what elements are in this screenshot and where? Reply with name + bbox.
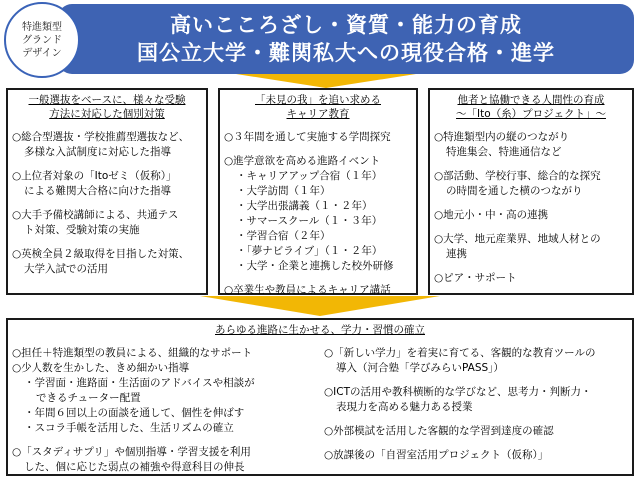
list-item: ○ピア・サポート — [434, 272, 517, 284]
list-item: ○上位者対象の「Itoゼミ（仮称）」 による難関大合格に向けた指導 — [12, 170, 177, 197]
list-item: ○進学意欲を高める進路イベント ・キャリアアップ合宿（１年） ・大学訪問（１年） ・大学出張講義（１・２年） ・サマースクール（１・３年） ・学習合宿（２年） ・「夢ナビライブ」（１・２年） ・大学・企業と連携した校外研修 — [224, 154, 412, 274]
sub-item: ・「夢ナビライブ」（１・２年） — [236, 245, 383, 257]
list-item: ○放課後の「自習室活用プロジェクト（仮称）」 — [324, 449, 549, 461]
sub-item: ・キャリアアップ合宿（１年） — [236, 170, 383, 182]
career-education-box — [218, 88, 418, 295]
left-column — [12, 346, 312, 475]
down-arrow-top — [236, 74, 416, 88]
sub-item: ・学習合宿（２年） — [236, 230, 331, 242]
sub-item: ・大学訪問（１年） — [236, 185, 331, 197]
badge-line: デザイン — [22, 47, 62, 59]
list-item: ○少人数を生かした、きめ細かい指導 — [12, 362, 190, 374]
box-heading: 一般選抜をベースに、様々な受験 方法に対応した個別対策 — [28, 94, 186, 120]
exam-strategy-box — [6, 88, 208, 295]
list-item: ○特進類型内の縦のつながり 特進集会、特進通信など — [434, 131, 570, 158]
list-item: ○「新しい学力」を着実に育てる、客観的な教育ツールの — [324, 347, 596, 359]
study-habits-box — [6, 318, 634, 476]
sub-item: できるチューター配置 — [36, 392, 141, 404]
list-item-cont: 表現力を高める魅力ある授業 — [336, 401, 473, 413]
list-item: ○「スタディサプリ」や個別指導・学習支援を利用 — [12, 446, 251, 458]
box-heading: 「未見の我」を追い求める キャリア教育 — [255, 94, 381, 120]
badge-line: グランド — [22, 34, 62, 46]
down-arrow-middle — [200, 296, 440, 316]
list-item: ○英検全員２級取得を目指した対策、 大学入試での活用 — [12, 248, 190, 275]
list-item-cont: した、個に応じた弱点の補強や得意科目の伸長 — [24, 461, 245, 473]
badge-line: 特進類型 — [22, 21, 62, 33]
list-item: ○大学、地元産業界、地域人材との 連携 — [434, 233, 601, 260]
sub-item: ・サマースクール（１・３年） — [236, 215, 383, 227]
category-badge — [4, 2, 80, 78]
banner-title-line2: 国公立大学・難関私大への現役合格・進学 — [137, 41, 555, 65]
list-item: ○地元小・中・高の連携 — [434, 209, 549, 221]
right-column — [324, 346, 630, 463]
box-heading: あらゆる進路に生かせる、学力・習慣の確立 — [215, 324, 425, 336]
sub-item: ・学習面・進路面・生活面のアドバイスや相談が — [24, 377, 255, 389]
list-item: ○担任＋特進類型の教員による、組織的なサポート — [12, 347, 253, 359]
sub-item: ・年間６回以上の面談を通して、個性を伸ばす — [24, 407, 245, 419]
sub-item: ・大学出張講義（１・２年） — [236, 200, 373, 212]
banner-title-line1: 高いこころざし・資質・能力の育成 — [170, 13, 522, 37]
list-item: ○卒業生や教員によるキャリア講話 — [224, 284, 391, 296]
sub-item: ・スコラ手帳を活用した、生活リズムの確立 — [24, 422, 234, 434]
sub-item: ・大学・企業と連携した校外研修 — [236, 260, 394, 272]
box-heading: 他者と協働できる人間性の育成 ～「Ito（糸）プロジェクト」～ — [456, 94, 606, 120]
list-item-cont: 導入（河合塾「学びみらいPASS」） — [336, 362, 504, 374]
list-item: ○総合型選抜・学校推薦型選抜など、 多様な入試制度に対応した指導 — [12, 131, 190, 158]
title-banner — [58, 4, 634, 74]
collaboration-box — [428, 88, 634, 295]
list-item: ○３年間を通して実施する学問探究 — [224, 131, 391, 143]
list-item: ○ICTの活用や教科横断的な学びなど、思考力・判断力・ — [324, 386, 592, 398]
list-item: ○外部模試を活用した客観的な学習到達度の確認 — [324, 425, 554, 437]
list-item: ○部活動、学校行事、総合的な探究 の時間を通した横のつながり — [434, 170, 601, 197]
list-item: ○大手予備校講師による、共通テス ト対策、受験対策の実施 — [12, 209, 179, 236]
